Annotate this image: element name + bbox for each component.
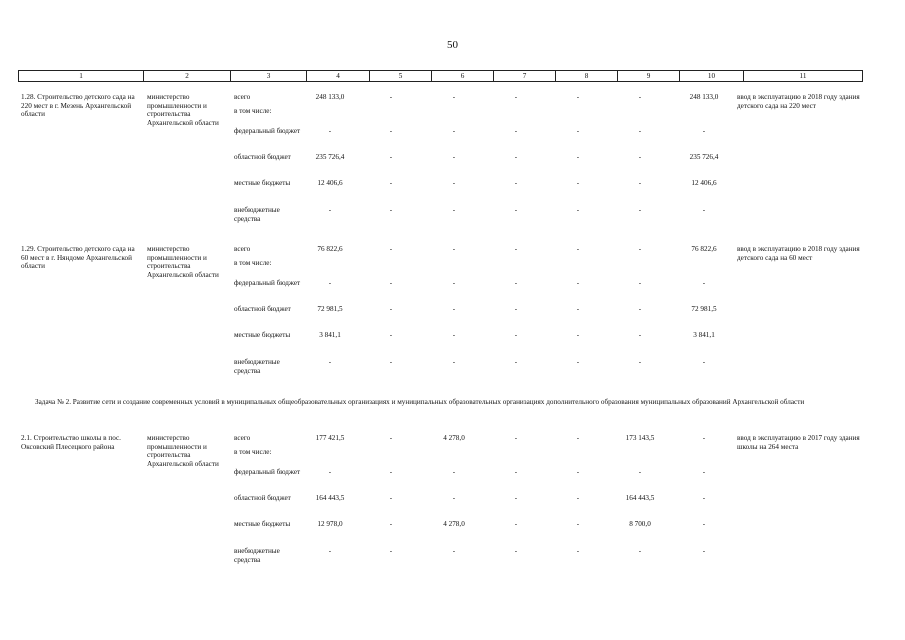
funding-value: 164 443,5	[625, 494, 655, 502]
column-header-cell: 10	[680, 71, 744, 82]
funding-value: -	[576, 245, 580, 253]
funding-value: -	[514, 331, 518, 339]
funding-value: -	[452, 468, 456, 476]
column-header-cell: 3	[231, 71, 307, 82]
funding-value: 12 978,0	[317, 520, 343, 528]
funding-value: -	[576, 279, 580, 287]
funding-source-label: всего	[234, 93, 251, 101]
executor: министерство промышленности и строительства Архангельской области	[147, 245, 219, 279]
column-header-cell: 8	[556, 71, 618, 82]
funding-value: -	[389, 331, 393, 339]
funding-value: -	[514, 305, 518, 313]
funding-source-label: всего	[234, 434, 251, 442]
executor: министерство промышленности и строительства Архангельской области	[147, 93, 219, 127]
funding-value: -	[638, 179, 642, 187]
column-header-table	[18, 70, 863, 82]
funding-value: -	[452, 547, 456, 555]
funding-value: -	[702, 434, 706, 442]
funding-value: -	[389, 468, 393, 476]
column-header-cell: 9	[618, 71, 680, 82]
funding-source-label: местные бюджеты	[234, 179, 291, 187]
funding-value: -	[638, 331, 642, 339]
column-header-cell: 11	[744, 71, 863, 82]
funding-value: 164 443,5	[315, 494, 345, 502]
funding-value: -	[702, 358, 706, 366]
funding-source-label: областной бюджет	[234, 494, 291, 502]
funding-source-label: областной бюджет	[234, 305, 291, 313]
event-name: 1.28. Строительство детского сада на 220 мест в г. Мезень Архангельской области	[21, 93, 135, 119]
funding-source-label: внебюджетные средства	[234, 206, 280, 223]
funding-value: -	[389, 547, 393, 555]
funding-value: 235 726,4	[315, 153, 345, 161]
funding-value: -	[702, 520, 706, 528]
funding-value: -	[389, 358, 393, 366]
funding-value: -	[389, 93, 393, 101]
funding-source-label: внебюджетные средства	[234, 547, 280, 564]
funding-value: -	[328, 206, 332, 214]
funding-value: 3 841,1	[319, 331, 341, 339]
funding-value: -	[576, 179, 580, 187]
funding-value: 177 421,5	[315, 434, 345, 442]
funding-value: -	[638, 279, 642, 287]
column-header-cell: 6	[432, 71, 494, 82]
funding-value: -	[638, 547, 642, 555]
funding-value: -	[514, 434, 518, 442]
funding-value: -	[576, 520, 580, 528]
funding-value: -	[638, 127, 642, 135]
funding-value: -	[452, 93, 456, 101]
funding-value: -	[452, 358, 456, 366]
funding-value: -	[702, 127, 706, 135]
funding-value: -	[328, 358, 332, 366]
funding-value: -	[452, 127, 456, 135]
funding-value: -	[576, 547, 580, 555]
column-header-cell: 7	[494, 71, 556, 82]
funding-value: -	[576, 93, 580, 101]
funding-value: -	[514, 153, 518, 161]
executor: министерство промышленности и строительства Архангельской области	[147, 434, 219, 468]
column-header-cell: 2	[144, 71, 231, 82]
funding-value: -	[452, 153, 456, 161]
funding-value: -	[514, 245, 518, 253]
funding-value: -	[452, 279, 456, 287]
funding-value: -	[389, 434, 393, 442]
funding-source-label: федеральный бюджет	[234, 127, 301, 135]
funding-value: -	[514, 279, 518, 287]
funding-value: 12 406,6	[691, 179, 717, 187]
funding-value: -	[389, 206, 393, 214]
funding-value: 76 822,6	[691, 245, 717, 253]
funding-value: -	[514, 468, 518, 476]
funding-source-label: в том числе:	[234, 259, 272, 267]
funding-value: -	[514, 494, 518, 502]
funding-value: -	[514, 127, 518, 135]
funding-value: -	[389, 305, 393, 313]
funding-value: 4 278,0	[443, 520, 465, 528]
funding-source-label: местные бюджеты	[234, 520, 291, 528]
expected-result: ввод в эксплуатацию в 2018 году здания детского сада на 220 мест	[737, 93, 860, 110]
funding-value: -	[452, 206, 456, 214]
funding-source-label: всего	[234, 245, 251, 253]
funding-value: -	[576, 434, 580, 442]
funding-value: 12 406,6	[317, 179, 343, 187]
funding-value: -	[389, 127, 393, 135]
funding-value: -	[638, 206, 642, 214]
funding-value: -	[389, 494, 393, 502]
funding-value: -	[576, 127, 580, 135]
funding-value: -	[638, 245, 642, 253]
funding-value: -	[389, 153, 393, 161]
funding-source-label: федеральный бюджет	[234, 279, 301, 287]
funding-value: 76 822,6	[317, 245, 343, 253]
funding-value: 248 133,0	[315, 93, 345, 101]
funding-value: 248 133,0	[689, 93, 719, 101]
funding-value: -	[638, 358, 642, 366]
funding-value: -	[638, 468, 642, 476]
funding-value: -	[328, 127, 332, 135]
funding-value: -	[576, 153, 580, 161]
funding-value: -	[638, 93, 642, 101]
funding-value: -	[328, 468, 332, 476]
funding-value: -	[328, 547, 332, 555]
funding-value: 72 981,5	[317, 305, 343, 313]
funding-value: 4 278,0	[443, 434, 465, 442]
column-header-cell: 4	[307, 71, 370, 82]
funding-value: -	[389, 179, 393, 187]
funding-value: -	[638, 153, 642, 161]
funding-value: -	[576, 494, 580, 502]
column-header-row	[19, 71, 863, 82]
funding-source-label: в том числе:	[234, 448, 272, 456]
funding-value: -	[702, 206, 706, 214]
funding-value: -	[328, 279, 332, 287]
funding-value: -	[452, 179, 456, 187]
funding-value: -	[576, 358, 580, 366]
funding-source-label: федеральный бюджет	[234, 468, 301, 476]
funding-value: -	[576, 206, 580, 214]
funding-source-label: в том числе:	[234, 107, 272, 115]
funding-value: 8 700,0	[629, 520, 651, 528]
funding-value: -	[702, 494, 706, 502]
funding-value: -	[702, 547, 706, 555]
funding-value: -	[514, 206, 518, 214]
funding-value: 235 726,4	[689, 153, 719, 161]
funding-source-label: внебюджетные средства	[234, 358, 280, 375]
funding-value: -	[452, 494, 456, 502]
column-header-cell: 1	[19, 71, 144, 82]
expected-result: ввод в эксплуатацию в 2017 году здания школы на 264 места	[737, 434, 860, 451]
funding-value: -	[576, 331, 580, 339]
funding-value: -	[514, 93, 518, 101]
funding-source-label: областной бюджет	[234, 153, 291, 161]
event-name: 1.29. Строительство детского сада на 60 мест в г. Няндоме Архангельской области	[21, 245, 135, 271]
funding-value: -	[702, 468, 706, 476]
funding-value: -	[452, 305, 456, 313]
column-header-cell: 5	[370, 71, 432, 82]
funding-value: -	[514, 520, 518, 528]
funding-value: -	[702, 279, 706, 287]
event-name: 2.1. Строительство школы в пос. Оксовский Плесецкого района	[21, 434, 121, 451]
expected-result: ввод в эксплуатацию в 2018 году здания детского сада на 60 мест	[737, 245, 860, 262]
funding-value: -	[576, 468, 580, 476]
task-heading: Задача № 2. Развитие сети и создание современных условий в муниципальных общеобразовательных организациях и муниципальных образовательных организациях дополнительного образования муниципальных образований Архангельской области	[35, 398, 805, 406]
funding-value: 173 143,5	[625, 434, 655, 442]
funding-value: -	[576, 305, 580, 313]
funding-value: -	[452, 245, 456, 253]
funding-value: -	[514, 179, 518, 187]
funding-value: 3 841,1	[693, 331, 715, 339]
funding-value: -	[389, 520, 393, 528]
funding-value: -	[514, 358, 518, 366]
page-number: 50	[447, 39, 458, 51]
funding-source-label: местные бюджеты	[234, 331, 291, 339]
funding-value: -	[514, 547, 518, 555]
funding-value: -	[638, 305, 642, 313]
funding-value: -	[389, 279, 393, 287]
funding-value: 72 981,5	[691, 305, 717, 313]
funding-value: -	[452, 331, 456, 339]
funding-value: -	[389, 245, 393, 253]
